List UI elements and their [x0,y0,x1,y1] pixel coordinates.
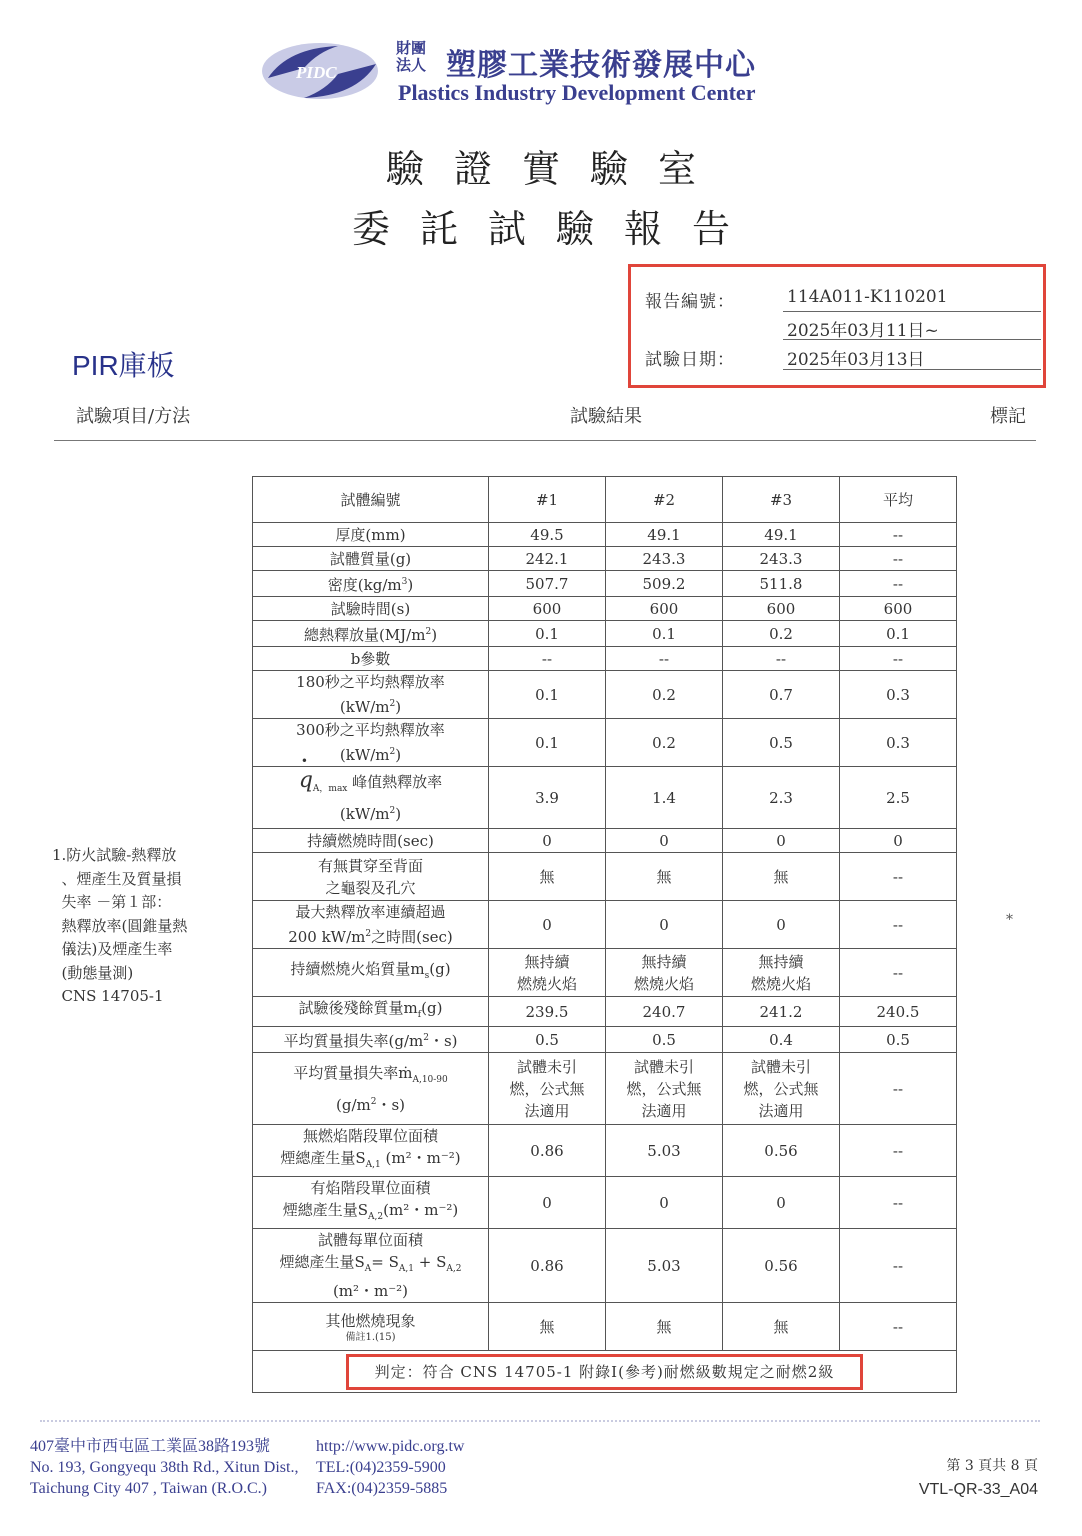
row-label [253,621,489,647]
row-label2-text: 煙總產生量S [280,1149,366,1167]
row-label-line1 [255,770,486,800]
cell-value: 0.5 [489,1027,606,1053]
row-label2-tail: ) [395,805,402,823]
row-label2-text: (kW/m [339,805,390,823]
results-table [252,476,957,1393]
row-label2-sub3: A,2 [446,1264,462,1274]
row-label [253,1053,489,1125]
cell-value [723,1053,840,1125]
cell-line: 試體未引 [633,1057,694,1076]
cell-value: 0.5 [840,1027,957,1053]
row-label-tail: (g) [421,999,443,1017]
table-row [253,719,957,767]
row-label [253,719,489,767]
row-label-sup: 3 [401,577,408,587]
cell-value: 600 [723,597,840,621]
table-row [253,647,957,671]
cell-value: 無 [489,853,606,901]
row-label-line2 [255,1199,486,1228]
cell-value: 0.3 [840,719,957,767]
cell-value: 242.1 [489,547,606,571]
row-label2-tail2: + S [414,1253,447,1271]
cell-value [606,949,723,997]
test-date-label: 試驗日期： [645,350,735,370]
table-row [253,547,957,571]
row-label [253,1125,489,1177]
address-cn: 407臺中市西屯區工業區38路193號 [30,1438,271,1455]
col-header-item-method: 試驗項目/方法 [76,406,191,427]
cell-value: 2.3 [723,767,840,829]
header-cell: #1 [489,477,606,523]
cell-value: -- [840,523,957,547]
cell-line: 無持續 [641,952,687,971]
row-label-text: 平均質量損失率(g/m [283,1032,424,1050]
cell-value: -- [840,547,957,571]
row-label2-sup: 2 [389,747,396,757]
cell-value: -- [489,647,606,671]
cell-line: 試體未引 [750,1057,811,1076]
row-label-text: 密度(kg/m [327,576,402,594]
row-label2-sup: 2 [389,699,396,709]
row-label-sup: 2 [425,627,432,637]
row-label3-text: (m²・m⁻²) [332,1282,409,1300]
row-label-tail: (g) [429,960,451,978]
row-label-line1 [255,1062,486,1091]
table-row [253,901,957,949]
cell-value: 49.1 [606,523,723,547]
cell-value: 509.2 [606,571,723,597]
row-label-text: 試體每單位面積 [317,1231,423,1249]
header-cell: 平均 [840,477,957,523]
report-number-label: 報告編號： [645,292,735,312]
cell-value: -- [840,1053,957,1125]
cell-value: 507.7 [489,571,606,597]
verdict-row [253,1351,957,1393]
row-label [253,767,489,829]
cell-value: 0.1 [606,621,723,647]
row-label: 試體質量(g) [253,547,489,571]
cell-value: 0 [489,1177,606,1229]
cell-value: -- [840,647,957,671]
form-code: VTL-QR-33_A04 [918,1481,1038,1498]
row-label2-tail: ・s) [376,1095,406,1114]
test-item-line: 、煙產生及質量損 [52,869,182,888]
cell-value: 0 [723,829,840,853]
row-label-line2 [255,1147,486,1176]
test-item-line: (動態量測) [52,963,134,982]
test-item-description [52,844,252,1009]
page-number: 第 3 頁共 8 頁 [946,1458,1038,1474]
cell-value: 0 [489,829,606,853]
page-info [919,1454,1038,1502]
row-label [253,1177,489,1229]
row-label-text: 有焰階段單位面積 [310,1179,431,1197]
cell-value: 600 [840,597,957,621]
cell-value: 0.7 [723,671,840,719]
row-label-sub: A，max [312,784,348,794]
cell-line: 燃燒火焰 [750,974,811,993]
row-label: 試驗時間(s) [253,597,489,621]
table-row [253,1125,957,1177]
cell-line: 無持續 [524,952,570,971]
row-label-text: 平均質量損失率ṁ [293,1063,413,1082]
row-label-text: 有無貫穿至背面 [317,856,423,875]
row-label2-sup: 2 [365,929,372,939]
row-label [253,997,489,1027]
row-label-text: 總熱釋放量(MJ/m [303,626,426,644]
cell-line: 燃，公式無 [626,1079,702,1098]
test-date-underline-1 [783,339,1041,340]
cell-value: 0.1 [489,621,606,647]
verdict-text: 判定：符合 CNS 14705-1 附錄I(參考)耐燃級數規定之耐燃2級 [346,1354,864,1390]
row-label [253,949,489,997]
cell-value: 5.03 [606,1229,723,1303]
cell-value: -- [723,647,840,671]
cell-value: 0 [723,1177,840,1229]
cell-value: 0 [723,901,840,949]
cell-value [606,1053,723,1125]
cell-value: 0.86 [489,1125,606,1177]
table-row [253,767,957,829]
row-label: 持續燃燒時間(sec) [253,829,489,853]
row-label-tail: ) [431,626,438,644]
row-label2-tail: 之時間(sec) [371,928,453,946]
table-row [253,523,957,547]
row-label2-sub2: A,1 [398,1264,414,1274]
row-label2-sup: 2 [389,806,396,816]
cell-value: 0.56 [723,1125,840,1177]
row-label2-text: (kW/m [339,746,390,764]
table-row [253,597,957,621]
row-label-line2 [255,1091,486,1116]
table-row [253,1177,957,1229]
row-label-text: 試驗後殘餘質量m [298,999,418,1017]
cell-line: 試體未引 [516,1057,577,1076]
test-item-line: 1.防火試驗-熱釋放 [52,846,177,864]
table-row [253,949,957,997]
cell-value: 49.5 [489,523,606,547]
row-label-sub: s [424,971,430,981]
cell-value: 無 [489,1303,606,1351]
row-label2-text: (kW/m [339,698,390,716]
row-label-line2 [255,1251,486,1280]
row-label2-text: 煙總產生量S [279,1253,365,1271]
row-label-line2 [255,923,486,948]
row-label2-text: (g/m [335,1095,371,1114]
test-item-mark: * [1006,912,1013,928]
row-label-tail: ・s) [428,1032,458,1050]
cell-value: 239.5 [489,997,606,1027]
row-label-line2 [255,741,486,766]
cell-value: -- [840,853,957,901]
cell-line: 燃燒火焰 [516,974,577,993]
cell-value: 0.56 [723,1229,840,1303]
org-type-line2: 法人 [396,56,427,74]
report-title-line2: 委託試驗報告 [351,207,760,251]
row-label2-sup: 2 [370,1096,377,1107]
phone-number: TEL:(04)2359-5900 [316,1459,446,1476]
footer-address [30,1436,298,1499]
row-label [253,571,489,597]
table-row [253,829,957,853]
cell-value: 無 [606,1303,723,1351]
report-number-value: 114A011-K110201 [787,287,948,307]
cell-value [723,949,840,997]
cell-value: -- [840,949,957,997]
row-label2-text: 200 kW/m [288,928,366,946]
row-label2-sub: A [364,1264,372,1274]
table-row [253,1303,957,1351]
cell-value: -- [840,1125,957,1177]
row-label-text: 峰值熱釋放率 [347,773,443,791]
table-row [253,997,957,1027]
cell-value: -- [606,647,723,671]
table-row [253,671,957,719]
table-row [253,1229,957,1303]
org-logo [258,38,828,108]
row-label [253,901,489,949]
cell-value: 600 [489,597,606,621]
cell-value: 0 [489,901,606,949]
cell-value: 0 [840,829,957,853]
row-label [253,853,489,901]
cell-line: 法適用 [758,1101,804,1120]
cell-value: 0.86 [489,1229,606,1303]
row-label: b參數 [253,647,489,671]
cell-value: -- [840,901,957,949]
cell-value: 2.5 [840,767,957,829]
cell-value: -- [840,1229,957,1303]
cell-line: 燃燒火焰 [633,974,694,993]
cell-value: 0.2 [723,621,840,647]
cell-value: 0.1 [489,671,606,719]
row-label-line2 [255,800,486,825]
row-label2-tail: (m²・m⁻²) [383,1201,459,1219]
row-label2-tail: (m²・m⁻²) [380,1149,461,1167]
cell-value: 0.5 [723,719,840,767]
test-date-start: 2025年03月11日~ [787,321,939,341]
header-cell: #2 [606,477,723,523]
header-divider [54,440,1036,441]
cell-value: -- [840,1303,957,1351]
row-label2-sub: A,1 [365,1160,381,1170]
row-label-text: 180秒之平均熱釋放率 [296,673,445,691]
row-label-sup: 2 [423,1033,429,1043]
cell-value: 1.4 [606,767,723,829]
cell-value: 600 [606,597,723,621]
cell-value: 0.1 [840,621,957,647]
org-name-cn: 塑膠工業技術發展中心 [446,48,756,83]
row-label-text: 其他燃燒現象 [325,1311,416,1330]
cell-line: 燃，公式無 [509,1079,585,1098]
cell-line: 燃，公式無 [743,1079,819,1098]
cell-value: 243.3 [723,547,840,571]
table-header-row [253,477,957,523]
row-label-sub: f [417,1010,422,1020]
logo-abbr: PIDC [296,63,337,82]
cell-value: 5.03 [606,1125,723,1177]
test-date-value: 2025年03月13日 [787,350,925,370]
cell-value: 49.1 [723,523,840,547]
cell-value: 無 [723,853,840,901]
cell-value: 0 [606,1177,723,1229]
cell-value: 0.3 [840,671,957,719]
q-dot-symbol: • q [299,768,313,793]
cell-value: 無 [606,853,723,901]
row-label-line2 [255,693,486,718]
footer-contact [316,1436,464,1499]
row-label-text: 無燃焰階段單位面積 [302,1127,438,1145]
report-number-underline [783,311,1041,312]
col-header-result: 試驗結果 [570,406,642,427]
cell-value: 240.7 [606,997,723,1027]
row-label-sub: A,10-90 [412,1074,448,1085]
cell-value: 0.5 [606,1027,723,1053]
test-date-underline-2 [783,369,1041,370]
cell-line: 法適用 [524,1101,570,1120]
row-label [253,1303,489,1351]
table-row [253,1053,957,1125]
row-label2-tail: ) [395,698,402,716]
cell-value: 0 [606,829,723,853]
cell-value: 無 [723,1303,840,1351]
cell-line: 法適用 [641,1101,687,1120]
test-item-line: 熱釋放率(圓錐量熱 [52,916,188,935]
test-item-line: 失率 －第１部： [52,893,172,911]
row-label-tail: ) [407,576,414,594]
row-label2-text: 煙總產生量S [282,1201,369,1219]
row-label [253,1027,489,1053]
pidc-logo-mark [258,38,388,104]
header-cell: #3 [723,477,840,523]
fax-number: FAX:(04)2359-5885 [316,1480,448,1497]
table-row [253,853,957,901]
row-label-note: 備註1.(15) [345,1331,396,1343]
cell-value [489,949,606,997]
row-label-text: 持續燃燒火焰質量m [290,960,425,978]
report-info-box [628,264,1046,388]
row-label [253,1229,489,1303]
report-title-line1: 驗證實驗室 [385,147,726,191]
table-row [253,571,957,597]
header-cell: 試體編號 [253,477,489,523]
cell-value: 0 [606,901,723,949]
row-label: 厚度(mm) [253,523,489,547]
cell-value: 0.4 [723,1027,840,1053]
cell-value: 243.3 [606,547,723,571]
cell-value: 0.2 [606,719,723,767]
org-name-en: Plastics Industry Development Center [398,80,756,105]
row-label2-sub: A,2 [368,1212,384,1222]
row-label-text: 最大熱釋放率連續超過 [295,903,446,921]
cell-value: 3.9 [489,767,606,829]
org-type [396,40,436,74]
product-name: PIR庫板 [72,350,175,381]
cell-value: 511.8 [723,571,840,597]
table-row [253,621,957,647]
row-label-text: 300秒之平均熱釋放率 [296,721,445,739]
footer-divider [40,1420,1040,1426]
cell-value: 240.5 [840,997,957,1027]
verdict-cell [253,1351,957,1393]
cell-value: -- [840,1177,957,1229]
test-item-line: CNS 14705-1 [52,987,164,1005]
address-en-line2: Taichung City 407 , Taiwan (R.O.C.) [30,1480,267,1497]
cell-value: 241.2 [723,997,840,1027]
cell-value: 0.1 [489,719,606,767]
website-link[interactable]: http://www.pidc.org.tw [316,1438,465,1455]
row-label2-tail: ) [395,746,402,764]
row-label2-tail: = S [371,1253,399,1271]
table-row [253,1027,957,1053]
cell-value: -- [840,571,957,597]
address-en-line1: No. 193, Gongyequ 38th Rd., Xitun Dist., [30,1459,299,1476]
org-type-line1: 財團 [396,39,427,57]
test-item-line: 儀法)及煙產生率 [52,940,173,958]
cell-line: 無持續 [758,952,804,971]
row-label [253,671,489,719]
cell-value [489,1053,606,1125]
col-header-mark: 標記 [990,406,1026,427]
cell-value: 0.2 [606,671,723,719]
row-label2-text: 之龜裂及孔穴 [325,878,416,897]
